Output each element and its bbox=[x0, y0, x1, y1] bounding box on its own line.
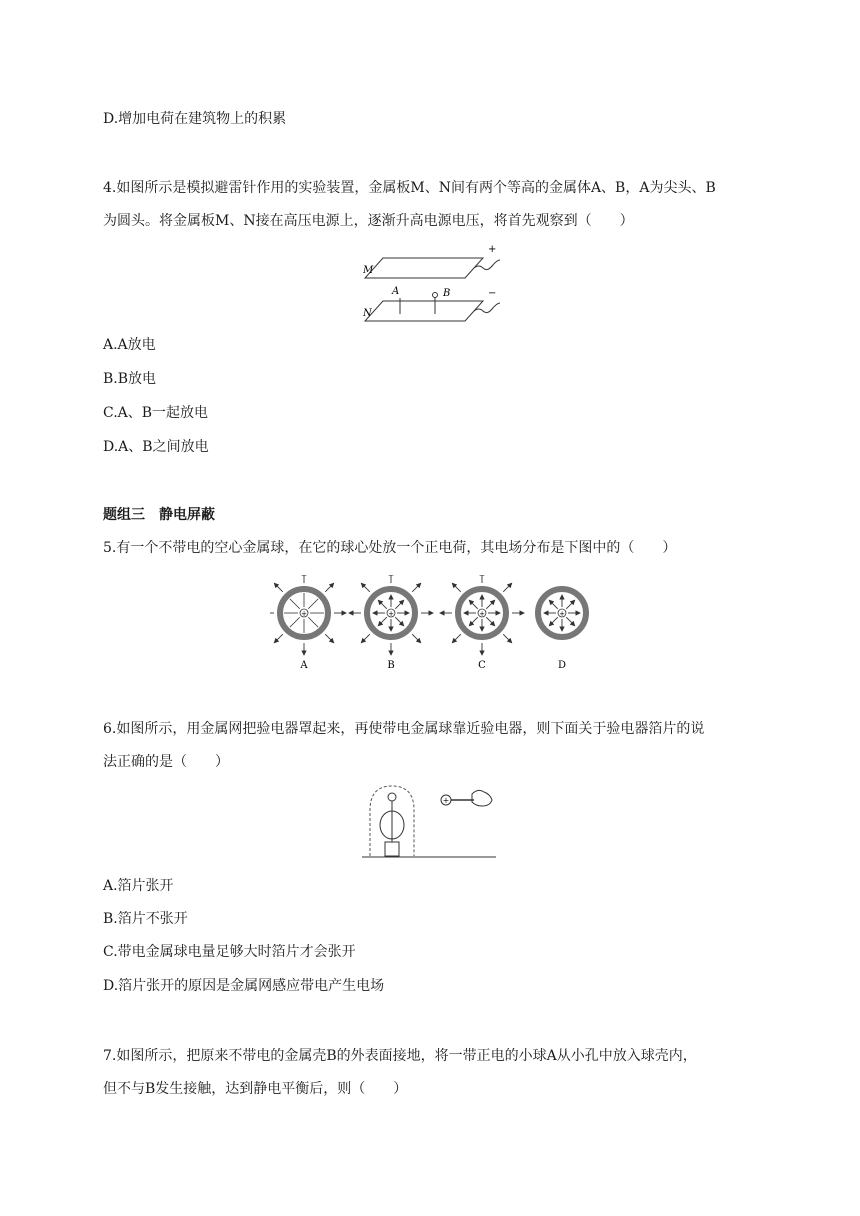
outer-field-arrow bbox=[412, 583, 420, 591]
q6-stem-line1: 6.如图所示，用金属网把验电器罩起来，再使带电金属球靠近验电器，则下面关于验电器箔片的说 bbox=[103, 721, 705, 737]
q4-option-b: B.B放电 bbox=[103, 371, 157, 387]
sphere-option-d bbox=[538, 589, 586, 637]
plate-n-label: N bbox=[363, 308, 372, 319]
plate-n-minus: − bbox=[488, 288, 497, 299]
sphere-option-c bbox=[440, 575, 524, 655]
inner-field-arrow bbox=[469, 600, 477, 608]
inner-field-arrow bbox=[566, 600, 574, 608]
plate-m-wire bbox=[474, 260, 500, 270]
plate-n-wire bbox=[474, 303, 500, 313]
q6-stem-line2: 法正确的是（ ） bbox=[103, 754, 229, 770]
inner-field-line bbox=[308, 617, 318, 627]
q5-label-b: B bbox=[387, 660, 395, 671]
q6-figure-shielded-electroscope bbox=[360, 780, 500, 862]
q5-label-a: A bbox=[300, 660, 308, 671]
inner-field-arrow bbox=[378, 600, 386, 608]
q4-figure-lightning-rod-apparatus bbox=[355, 238, 515, 326]
inner-field-arrow bbox=[566, 617, 574, 625]
q6-option-b: B.箔片不张开 bbox=[103, 911, 188, 927]
inner-field-line bbox=[308, 599, 318, 609]
plate-n bbox=[365, 301, 483, 321]
q4-stem-line2: 为圆头。将金属板M、N接在高压电源上，逐渐升高电源电压，将首先观察到（ ） bbox=[103, 213, 634, 229]
plate-m-label: M bbox=[363, 265, 374, 276]
outer-field-arrow bbox=[274, 583, 282, 591]
q6-option-a: A.箔片张开 bbox=[103, 878, 174, 894]
inner-field-arrow bbox=[486, 617, 494, 625]
inner-field-arrow bbox=[395, 600, 403, 608]
q5-label-c: C bbox=[478, 660, 486, 671]
outer-field-arrow bbox=[274, 634, 282, 642]
q4-option-a: A.A放电 bbox=[103, 337, 156, 353]
q4-option-d: D.A、B之间放电 bbox=[103, 439, 209, 455]
q5-label-d: D bbox=[557, 660, 567, 671]
q7-stem-line2: 但不与B发生接触，达到静电平衡后，则（ ） bbox=[103, 1081, 408, 1097]
q4-option-c: C.A、B一起放电 bbox=[103, 405, 209, 421]
outer-field-arrow bbox=[325, 634, 333, 642]
q4-stem-line1: 4.如图所示是模拟避雷针作用的实验装置，金属板M、N间有两个等高的金属体A、B，A为尖头、B bbox=[103, 180, 716, 196]
outer-field-arrow bbox=[503, 583, 511, 591]
sphere-option-b bbox=[349, 575, 433, 655]
q3-option-d: D.增加电荷在建筑物上的积累 bbox=[103, 111, 287, 127]
outer-field-arrow bbox=[361, 634, 369, 642]
center-charge-sign: + bbox=[479, 610, 485, 618]
inner-field-arrow bbox=[549, 600, 557, 608]
tip-a-label: A bbox=[392, 286, 400, 297]
outer-field-arrow bbox=[361, 583, 369, 591]
electroscope-top-ball bbox=[388, 793, 396, 801]
q6-option-d: D.箔片张开的原因是金属网感应带电产生电场 bbox=[103, 978, 385, 994]
center-charge-sign: + bbox=[388, 610, 394, 618]
section-heading: 题组三 静电屏蔽 bbox=[103, 507, 215, 523]
q5-figure-field-distributions bbox=[270, 575, 590, 675]
inner-field-arrow bbox=[378, 617, 386, 625]
center-charge-sign: + bbox=[559, 610, 565, 618]
inner-field-arrow bbox=[469, 617, 477, 625]
plate-m-plus: + bbox=[488, 244, 497, 255]
sphere-option-a bbox=[270, 575, 346, 655]
outer-field-arrow bbox=[452, 634, 460, 642]
outer-field-arrow bbox=[325, 583, 333, 591]
center-charge-sign: + bbox=[301, 610, 307, 618]
electroscope-base bbox=[385, 842, 399, 856]
charged-ball-plus: + bbox=[442, 796, 450, 805]
q6-option-c: C.带电金属球电量足够大时箔片才会张开 bbox=[103, 944, 356, 960]
inner-field-arrow bbox=[395, 617, 403, 625]
q5-stem: 5.有一个不带电的空心金属球，在它的球心处放一个正电荷，其电场分布是下图中的（ ） bbox=[103, 540, 677, 556]
outer-field-arrow bbox=[503, 634, 511, 642]
plate-m bbox=[365, 258, 483, 278]
ball-b bbox=[433, 293, 438, 298]
outer-field-arrow bbox=[452, 583, 460, 591]
inner-field-arrow bbox=[549, 617, 557, 625]
outer-field-arrow bbox=[412, 634, 420, 642]
inner-field-line bbox=[290, 599, 300, 609]
ball-b-label: B bbox=[443, 288, 451, 299]
hand bbox=[472, 790, 492, 806]
q7-stem-line1: 7.如图所示，把原来不带电的金属壳B的外表面接地，将一带正电的小球A从小孔中放入球壳内， bbox=[103, 1048, 697, 1064]
inner-field-line bbox=[290, 617, 300, 627]
inner-field-arrow bbox=[486, 600, 494, 608]
